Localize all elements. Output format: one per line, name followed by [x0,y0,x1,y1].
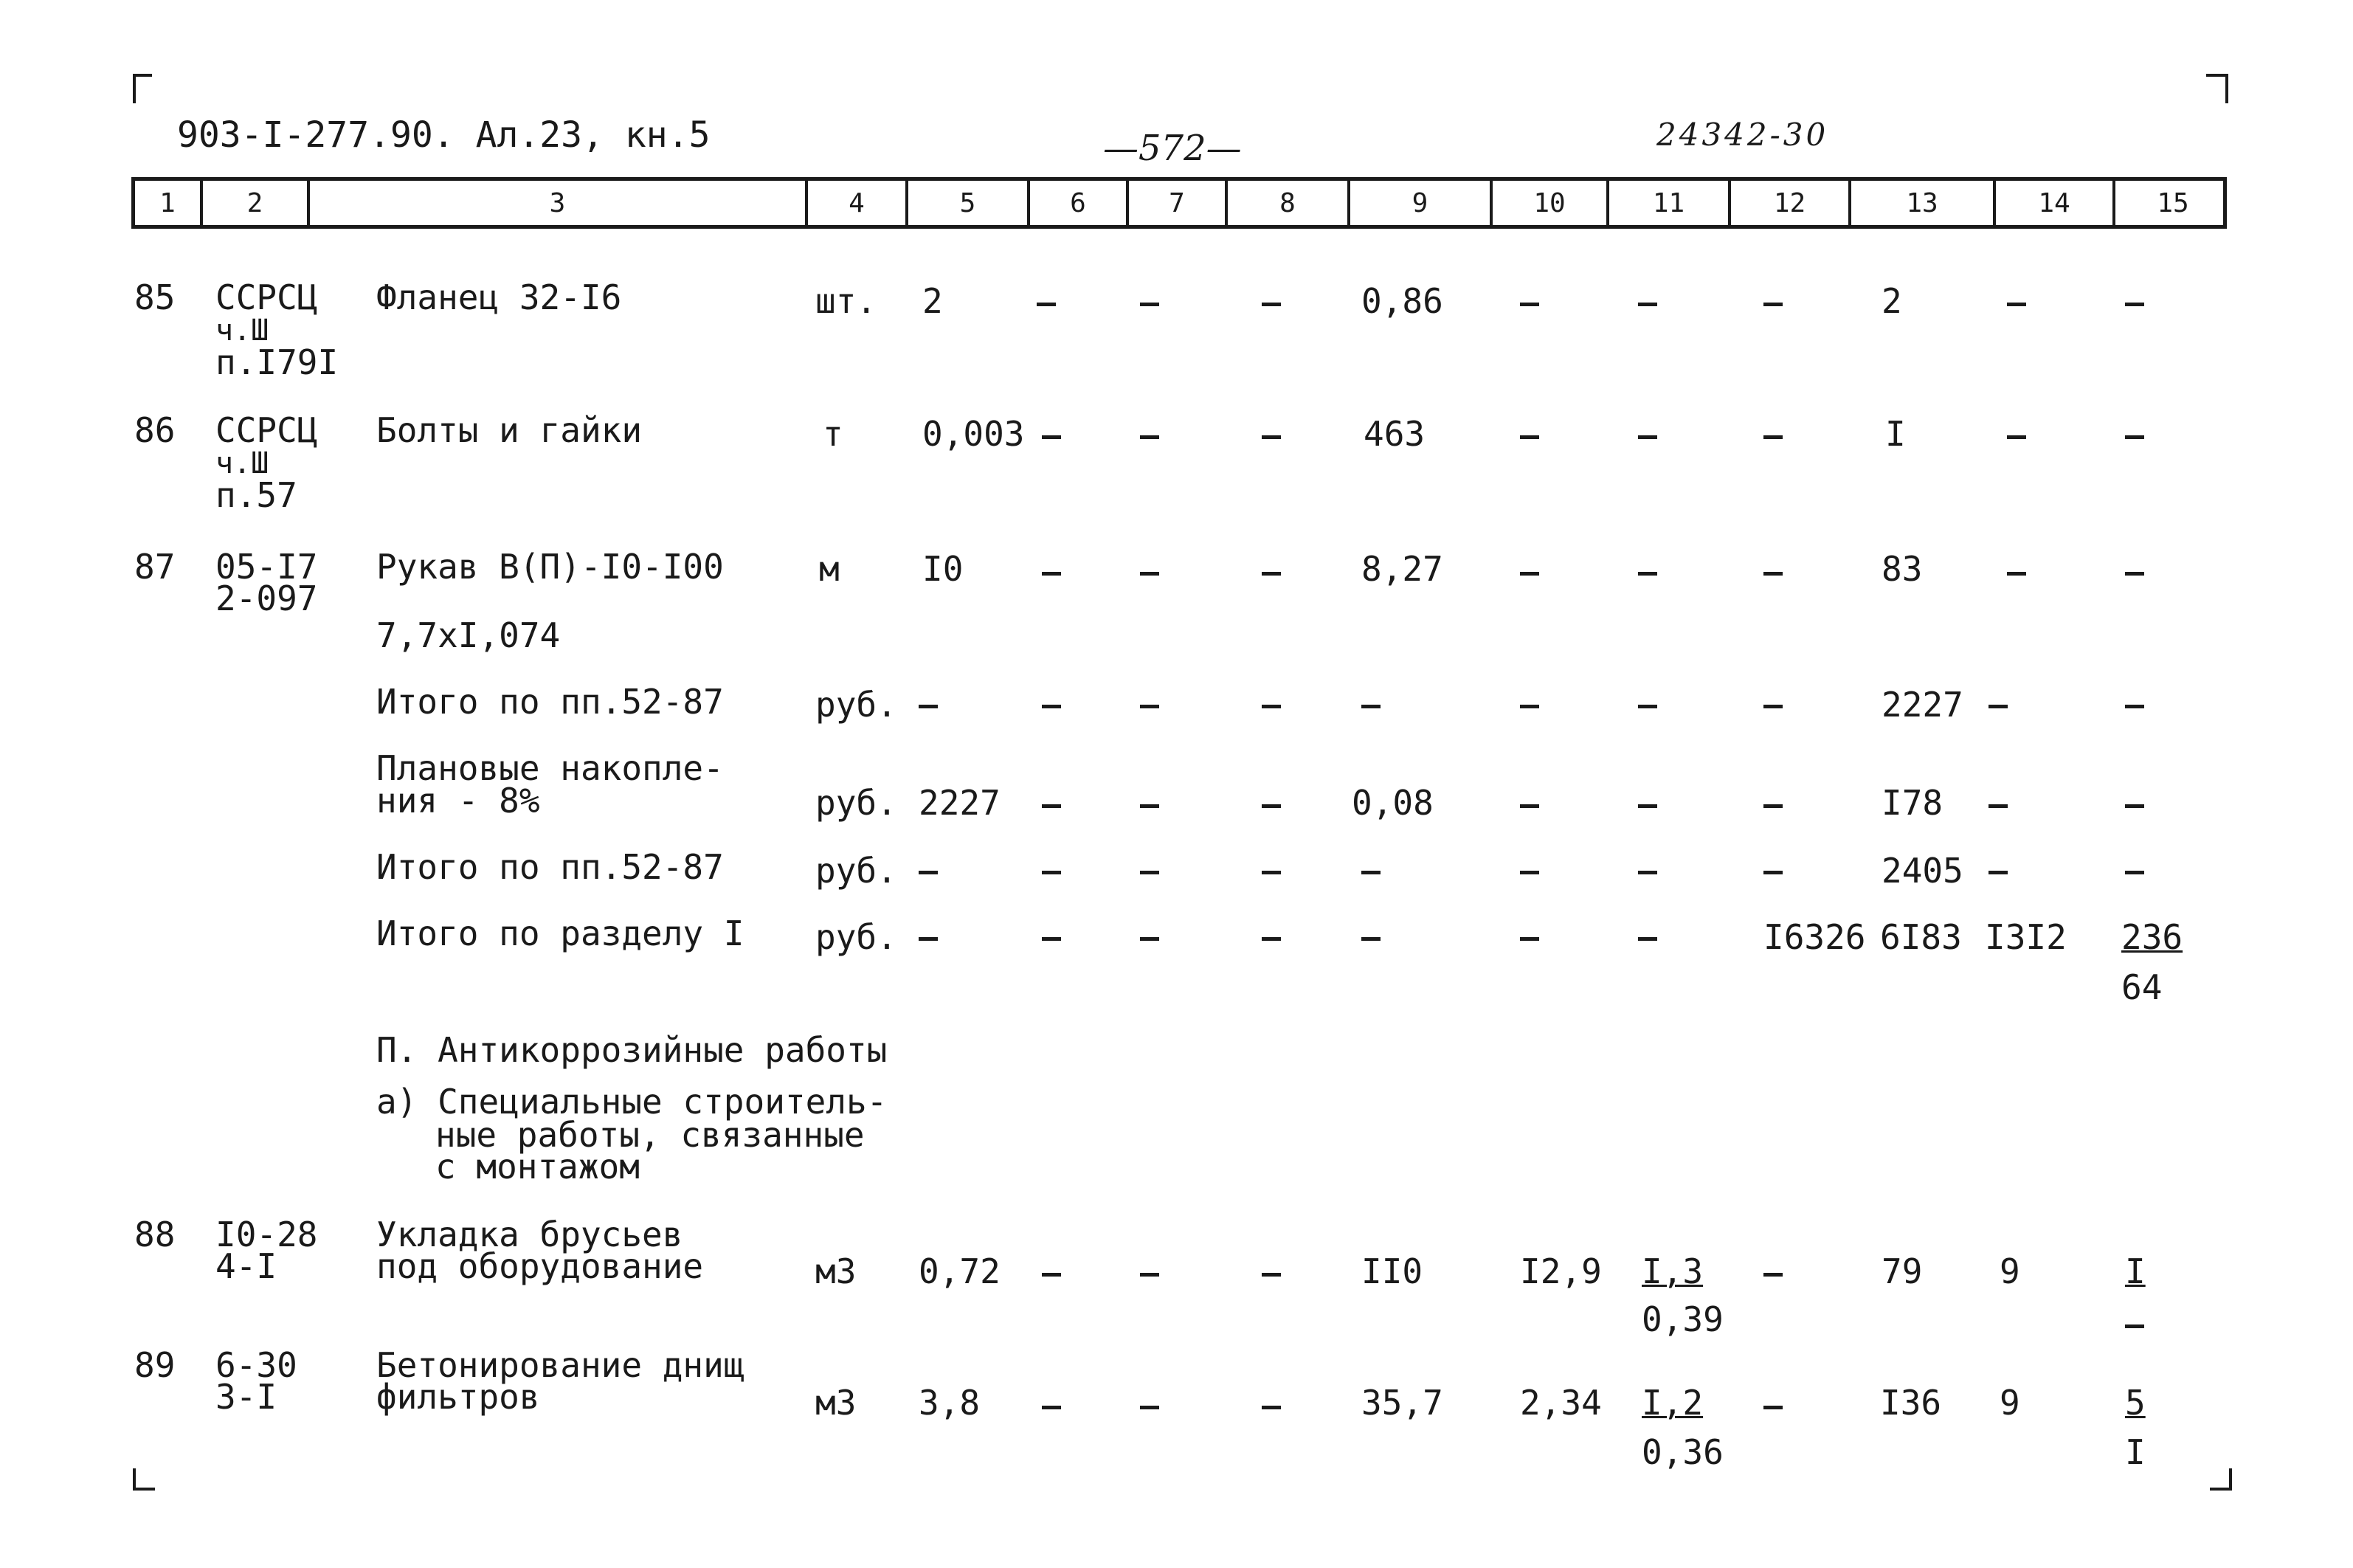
total-col15-bottom: 64 [2121,967,2163,1007]
row-description: Бетонирование днищ [376,1345,744,1385]
column-header: 5 [905,181,1027,225]
dash [1763,303,1783,306]
dash [1042,435,1061,439]
dash [1989,804,2008,808]
row-description: Болты и гайки [376,410,643,450]
dash [1262,937,1281,941]
row-description: Фланец 32-I6 [376,277,622,317]
column-header: 6 [1027,181,1126,225]
dash [1638,572,1657,576]
column-header: 12 [1728,181,1848,225]
dash [1140,705,1159,708]
row-description: Рукав В(П)-I0-I00 [376,547,724,587]
section-subtitle: а) Специальные строитель- [376,1082,888,1122]
row-quantity: 2 [922,281,943,321]
row-col15-bottom: I [2125,1432,2146,1472]
column-header: 7 [1126,181,1225,225]
dash [1638,937,1657,941]
row-quantity: 0,003 [922,414,1025,454]
dash [1520,303,1539,306]
dash [1763,705,1783,708]
section-subtitle: с монтажом [435,1147,640,1187]
dash [1262,705,1281,708]
dash [1042,937,1061,941]
row-number: 89 [134,1345,176,1385]
dash [2125,871,2144,874]
dash [1042,705,1061,708]
dash [1638,303,1657,306]
total-cost: I78 [1882,783,1943,823]
dash [1262,1273,1281,1277]
column-header: 3 [307,181,805,225]
dash [1140,1406,1159,1409]
dash [1520,705,1539,708]
row-price: II0 [1361,1251,1423,1291]
corner-mark-top-left [133,74,152,103]
row-reference: 6-30 [215,1345,297,1385]
dash [2007,303,2026,306]
dash [1361,705,1381,708]
dash [1140,303,1159,306]
dash [1763,572,1783,576]
column-header: 2 [200,181,307,225]
row-quantity: I0 [922,549,964,589]
column-header: 9 [1347,181,1490,225]
total-cost: 2405 [1882,851,1963,891]
row-reference: 2-097 [215,578,318,618]
dash [1262,303,1281,306]
dash [1361,871,1381,874]
dash [1042,572,1061,576]
row-col15-top: I [2125,1251,2146,1291]
total-label: ния - 8% [376,781,540,821]
row-reference: I0-28 [215,1215,318,1254]
dash [2125,572,2144,576]
dash [1042,1406,1061,1409]
row-cost: 2 [1882,281,1902,321]
inventory-number: 24342-30 [1656,117,1829,153]
total-col12: I6326 [1763,917,1866,957]
dash [1262,871,1281,874]
dash [2125,1324,2144,1328]
row-col11-top: I,3 [1642,1251,1704,1291]
row-reference: 05-I7 [215,547,318,587]
total-cost: 2227 [1882,685,1963,725]
dash [1763,435,1783,439]
dash [1262,572,1281,576]
dash [1989,705,2008,708]
row-description: под оборудование [376,1246,704,1286]
corner-mark-bottom-right [2210,1468,2232,1491]
column-header: 15 [2112,181,2231,225]
column-header: 10 [1490,181,1606,225]
row-number: 85 [134,277,176,317]
dash [1140,871,1159,874]
total-label: Плановые накопле- [376,748,724,788]
row-cost: I [1885,414,1906,454]
row-price: 35,7 [1361,1383,1443,1423]
row-number: 88 [134,1215,176,1254]
dash [1262,804,1281,808]
total-label: Итого по разделу I [376,913,744,953]
dash [1763,1273,1783,1277]
dash [2007,572,2026,576]
page-number: —572— [1103,128,1242,169]
row-reference: ч.Ш [215,446,269,480]
dash [1763,871,1783,874]
row-number: 87 [134,547,176,587]
total-quantity: 2227 [919,783,1001,823]
dash [1989,871,2008,874]
column-header: 11 [1606,181,1728,225]
dash [1140,572,1159,576]
row-quantity: 0,72 [919,1251,1001,1291]
row-cost: 83 [1882,549,1923,589]
row-description: фильтров [376,1377,540,1417]
row-reference: ССРСЦ [215,410,318,450]
row-unit: м3 [815,1383,857,1423]
row-unit: м3 [815,1251,857,1291]
total-col14: I3I2 [1985,917,2067,957]
dash [1520,435,1539,439]
row-unit: шт. [815,281,877,321]
corner-mark-top-right [2206,74,2228,103]
dash [1638,804,1657,808]
row-reference: 3-I [215,1377,277,1417]
row-reference: ч.Ш [215,314,269,348]
column-header: 8 [1225,181,1347,225]
dash [1042,804,1061,808]
row-col11-bottom: 0,36 [1642,1432,1724,1472]
row-price: 8,27 [1361,549,1443,589]
dash [1042,1273,1061,1277]
column-header: 14 [1993,181,2112,225]
total-label: Итого по пп.52-87 [376,682,724,722]
row-reference: ССРСЦ [215,277,318,317]
row-reference: п.I79I [215,342,339,382]
corner-mark-bottom-left [133,1468,155,1491]
dash [1763,1406,1783,1409]
row-cost: I36 [1880,1383,1942,1423]
row-price: 463 [1364,414,1426,454]
dash [919,937,938,941]
dash [919,871,938,874]
dash [2125,303,2144,306]
dash [2007,435,2026,439]
row-description: Укладка брусьев [376,1215,683,1254]
total-col15-top: 236 [2121,917,2183,957]
dash [1520,804,1539,808]
total-rate: 0,08 [1352,783,1434,823]
dash [1140,435,1159,439]
row-col11-bottom: 0,39 [1642,1299,1724,1339]
dash [1140,937,1159,941]
column-header: 1 [159,187,176,218]
row-col10: I2,9 [1520,1251,1602,1291]
section-subtitle: ные работы, связанные [435,1115,865,1155]
row-unit: м [819,549,840,589]
row-reference: п.57 [215,475,297,515]
dash [2125,435,2144,439]
dash [1262,435,1281,439]
dash [1520,937,1539,941]
document-code: 903-I-277.90. Ал.23, кн.5 [177,114,711,156]
dash [1042,871,1061,874]
row-quantity: 3,8 [919,1383,981,1423]
total-unit: руб. [815,783,897,823]
column-header: 4 [805,181,905,225]
row-cost: 79 [1882,1251,1923,1291]
dash [1262,1406,1281,1409]
row-col11-top: I,2 [1642,1383,1704,1423]
row-col15-top: 5 [2125,1383,2146,1423]
dash [1520,572,1539,576]
column-header: 13 [1848,181,1993,225]
total-unit: руб. [815,685,897,725]
dash [1638,871,1657,874]
total-unit: руб. [815,851,897,891]
dash [919,705,938,708]
row-unit: т [823,414,843,454]
row-price: 0,86 [1361,281,1443,321]
dash [2125,705,2144,708]
dash [1638,435,1657,439]
dash [1520,871,1539,874]
row-col14: 9 [2000,1383,2020,1423]
row-col14: 9 [2000,1251,2020,1291]
total-label: Итого по пп.52-87 [376,847,724,887]
dash [1361,937,1381,941]
column-header-row [131,177,2227,229]
dash [1763,804,1783,808]
dash [1140,804,1159,808]
dash [2125,804,2144,808]
section-title: П. Антикоррозийные работы [376,1030,888,1070]
dash [1037,303,1056,306]
dash [1140,1273,1159,1277]
total-cost: 6I83 [1880,917,1962,957]
row-col10: 2,34 [1520,1383,1602,1423]
row-description: 7,7хI,074 [376,615,561,655]
total-unit: руб. [815,917,897,957]
row-reference: 4-I [215,1246,277,1286]
dash [1638,705,1657,708]
row-number: 86 [134,410,176,450]
